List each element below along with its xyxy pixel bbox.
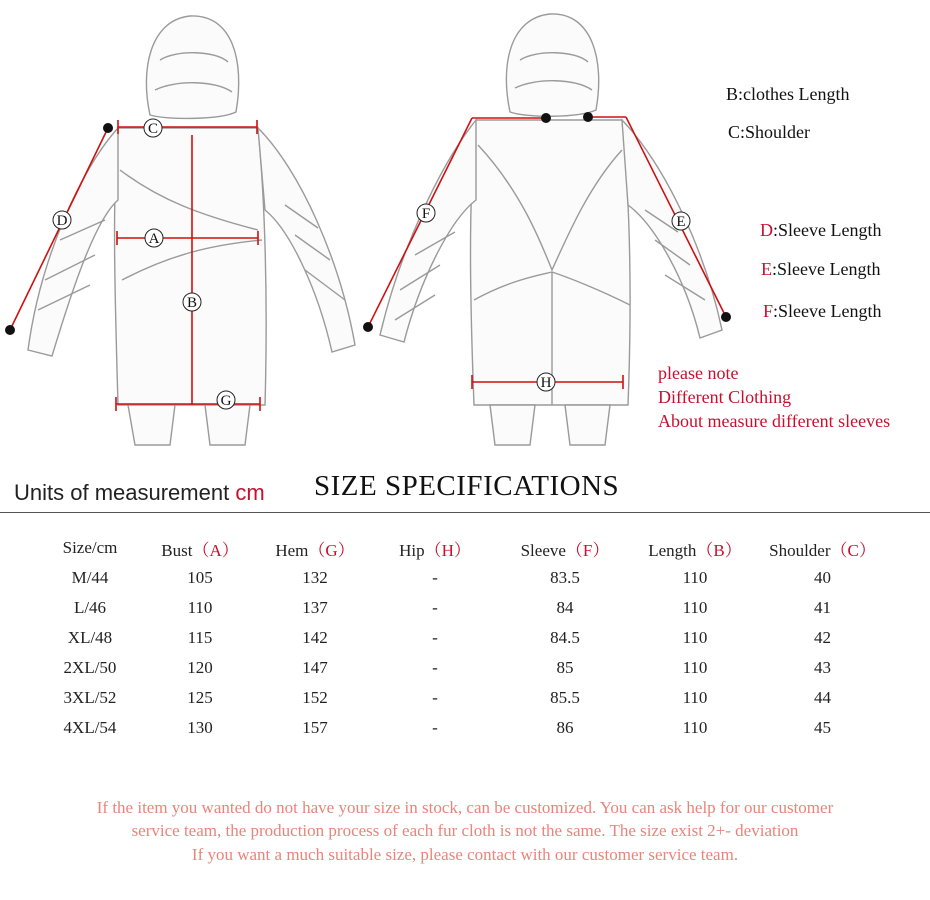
marker-h-label: H — [540, 375, 552, 391]
divider — [0, 512, 930, 513]
cell-size: XL/48 — [67, 628, 113, 647]
header-length — [630, 533, 760, 563]
header-bust-label: Bust — [161, 540, 193, 560]
table-row — [40, 593, 885, 623]
header-length-code: （B） — [696, 540, 742, 560]
cell-hem: 142 — [302, 628, 328, 647]
cell-size: 2XL/50 — [63, 658, 117, 677]
cell-hem: 152 — [302, 688, 328, 707]
legend-e-text: :Sleeve Length — [772, 259, 881, 279]
cell-bust: 130 — [187, 718, 213, 737]
legend-f — [763, 301, 881, 322]
cell-hip: - — [432, 718, 438, 737]
units-label — [14, 480, 265, 506]
cell-hip: - — [432, 688, 438, 707]
units-text: Units of measurement — [14, 480, 230, 505]
legend-f-letter: F — [763, 301, 774, 321]
cell-shoulder: 42 — [814, 628, 831, 647]
header-hip-code: （H） — [424, 540, 471, 560]
note-line-1: please note — [658, 363, 739, 383]
table-header-row — [40, 533, 885, 563]
footer-line-2: service team, the production process of each fur cloth is not the same. The size exist 2+- deviation — [131, 821, 799, 840]
marker-f — [417, 204, 435, 222]
marker-g — [217, 391, 235, 409]
cell-shoulder: 44 — [814, 688, 831, 707]
cell-length: 110 — [682, 598, 708, 617]
cell-sleeve: 84.5 — [550, 628, 580, 647]
marker-c-label: C — [147, 121, 159, 137]
cell-bust: 120 — [187, 658, 213, 677]
marker-b-label: B — [186, 295, 198, 311]
cell-shoulder: 45 — [814, 718, 831, 737]
legend-f-text: :Sleeve Length — [773, 301, 882, 321]
footer-line-1: If the item you wanted do not have your size in stock, can be customized. You can ask help for our customer — [96, 798, 834, 817]
marker-b — [183, 293, 201, 311]
table-row — [40, 563, 885, 593]
cell-sleeve: 85 — [556, 658, 574, 677]
header-size — [40, 533, 140, 563]
legend-e — [761, 259, 880, 280]
table-row — [40, 713, 885, 743]
header-bust-code: （A） — [192, 540, 239, 560]
marker-h — [537, 373, 555, 391]
cell-length: 110 — [682, 658, 708, 677]
marker-e-label: E — [676, 214, 686, 230]
cell-sleeve: 83.5 — [550, 568, 580, 587]
table-row — [40, 653, 885, 683]
header-hip — [370, 533, 500, 563]
cell-shoulder: 40 — [814, 568, 831, 587]
header-shoulder-code: （C） — [830, 540, 876, 560]
cell-hip: - — [432, 658, 438, 677]
note-line-2: Different Clothing — [658, 387, 792, 407]
cell-shoulder: 43 — [814, 658, 831, 677]
legend-e-letter: E — [761, 259, 772, 279]
cell-hip: - — [432, 628, 438, 647]
header-shoulder-label: Shoulder — [769, 540, 831, 560]
cell-sleeve: 84 — [556, 598, 574, 617]
header-sleeve-label: Sleeve — [520, 540, 566, 560]
cell-hem: 137 — [302, 598, 328, 617]
table-row — [40, 683, 885, 713]
legend-c: C:Shoulder — [728, 122, 811, 142]
marker-a — [145, 229, 163, 247]
header-sleeve-code: （F） — [565, 540, 610, 560]
cell-length: 110 — [682, 718, 708, 737]
legend-d-letter: D — [760, 220, 773, 240]
cell-hem: 147 — [302, 658, 328, 677]
marker-d-label: D — [56, 213, 68, 229]
marker-f-label: F — [421, 206, 431, 222]
cell-shoulder: 41 — [814, 598, 831, 617]
cell-size: 4XL/54 — [63, 718, 117, 737]
note-line-3: About measure different sleeves — [658, 411, 891, 431]
legend-d-text: :Sleeve Length — [773, 220, 882, 240]
header-hem-code: （G） — [308, 540, 355, 560]
cell-bust: 110 — [187, 598, 213, 617]
footer-line-3: If you want a much suitable size, please contact with our customer service team. — [191, 845, 739, 864]
header-length-label: Length — [648, 540, 697, 560]
cell-length: 110 — [682, 568, 708, 587]
size-table — [40, 533, 885, 743]
cell-hem: 157 — [302, 718, 328, 737]
legend-d — [760, 220, 881, 241]
header-sleeve — [500, 533, 630, 563]
header-hem-label: Hem — [275, 540, 309, 560]
header-shoulder — [760, 533, 885, 563]
cell-hem: 132 — [302, 568, 328, 587]
cell-bust: 115 — [187, 628, 213, 647]
cell-hip: - — [432, 598, 438, 617]
table-row — [40, 623, 885, 653]
cell-bust: 105 — [187, 568, 213, 587]
cell-sleeve: 86 — [556, 718, 574, 737]
cell-bust: 125 — [187, 688, 213, 707]
marker-e — [672, 212, 690, 230]
header-bust — [140, 533, 260, 563]
header-hem — [260, 533, 370, 563]
cell-size: L/46 — [73, 598, 107, 617]
legend-b: B:clothes Length — [726, 84, 850, 104]
page-title: SIZE SPECIFICATIONS — [314, 470, 620, 502]
units-cm: cm — [235, 480, 265, 505]
cell-length: 110 — [682, 688, 708, 707]
marker-c — [144, 119, 162, 137]
cell-hip: - — [432, 568, 438, 587]
header-size-label: Size/cm — [62, 538, 118, 557]
cell-size: 3XL/52 — [63, 688, 117, 707]
header-hip-label: Hip — [399, 540, 425, 560]
cell-sleeve: 85.5 — [550, 688, 580, 707]
marker-g-label: G — [220, 393, 232, 409]
marker-d — [53, 211, 71, 229]
cell-length: 110 — [682, 628, 708, 647]
marker-a-label: A — [148, 231, 160, 247]
cell-size: M/44 — [71, 568, 109, 587]
